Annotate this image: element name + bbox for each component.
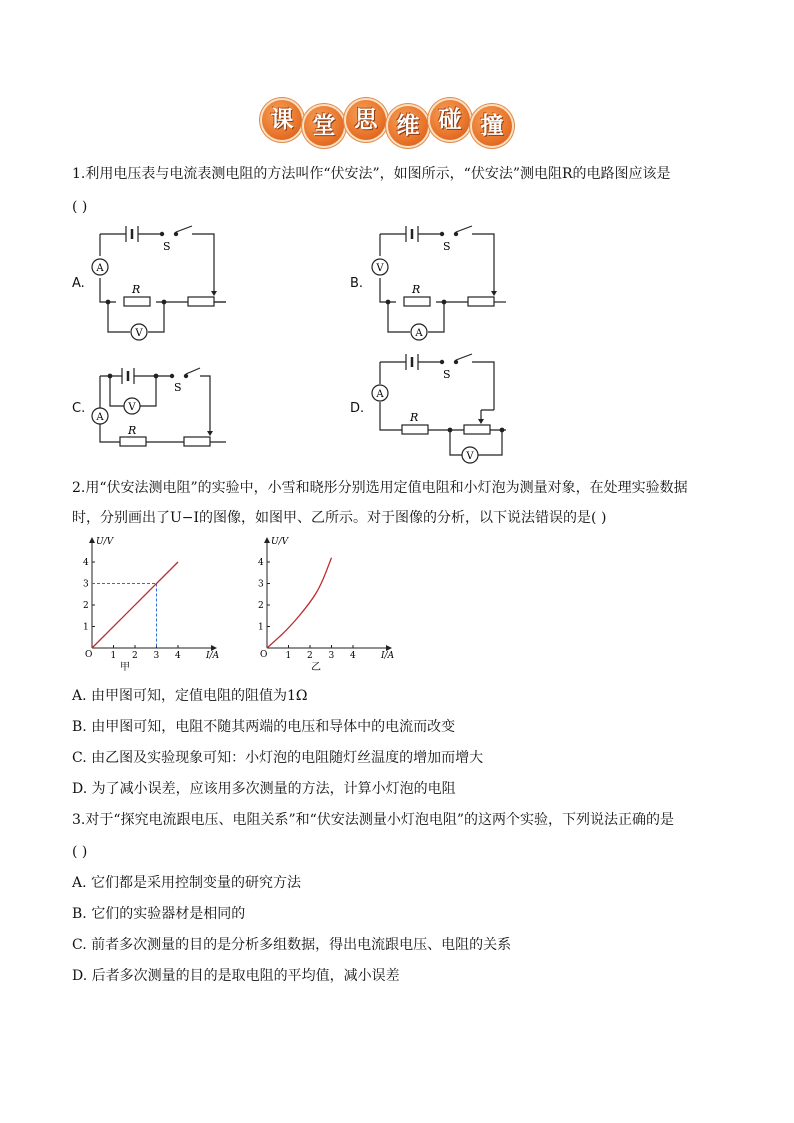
q3-stem: 3.对于“探究电流跟电压、电阻关系”和“伏安法测量小灯泡电阻”的这两个实验，下列说法正确的是 — [72, 812, 674, 828]
voltmeter-label: V — [135, 328, 143, 339]
circuit-diagram-c — [86, 362, 226, 452]
x-tick-label: 2 — [307, 651, 313, 661]
y-tick-label: 1 — [258, 622, 264, 633]
x-tick-label: 1 — [285, 651, 292, 661]
x-tick-label: 1 — [110, 651, 117, 661]
voltmeter-label: V — [466, 451, 474, 462]
q2-option-c[interactable]: C. 由乙图及实验现象可知：小灯泡的电阻随灯丝温度的增加而增大 — [72, 750, 484, 766]
q3-option-c[interactable]: C. 前者多次测量的目的是分析多组数据，得出电流跟电压、电阻的关系 — [72, 937, 512, 953]
voltmeter-label: V — [128, 402, 136, 413]
q2-option-b[interactable]: B. 由甲图可知，电阻不随其两端的电压和导体中的电流而改变 — [72, 719, 456, 735]
banner-char: 思 — [346, 100, 386, 140]
q3-option-a[interactable]: A. 它们都是采用控制变量的研究方法 — [72, 875, 302, 891]
x-tick-label: 2 — [132, 651, 138, 661]
y-tick-label: 2 — [258, 601, 264, 611]
ammeter-label: A — [415, 328, 423, 339]
section-banner — [262, 103, 512, 146]
x-tick-label: 3 — [328, 651, 335, 661]
ammeter-label: A — [376, 389, 384, 400]
y-tick-label: 2 — [83, 601, 89, 611]
y-tick-label: 1 — [83, 622, 89, 633]
banner-char: 课 — [262, 100, 302, 140]
resistor-label: R — [132, 283, 141, 296]
banner-char: 撞 — [472, 106, 512, 146]
q2-stem-line2: 时，分别画出了U−I的图像，如图甲、乙所示。对于图像的分析，以下说法错误的是( ) — [72, 510, 607, 526]
y-axis-label: U/V — [96, 537, 114, 547]
ammeter-label: A — [96, 412, 104, 423]
resistor-label: R — [128, 424, 137, 437]
q1-stem: 1.利用电压表与电流表测电阻的方法叫作“伏安法”，如图所示，“伏安法”测电阻R的电路图应该是 — [72, 166, 671, 182]
series-line-resistor — [92, 562, 178, 648]
q1-option-d-label[interactable]: D. — [350, 401, 365, 416]
series-line-bulb — [267, 558, 332, 648]
q1-option-c-label[interactable]: C. — [72, 401, 86, 416]
y-axis-label: U/V — [271, 537, 289, 547]
switch-label: S — [163, 240, 171, 253]
y-tick-label: 3 — [258, 579, 264, 590]
q2-option-a[interactable]: A. 由甲图可知，定值电阻的阻值为1Ω — [72, 688, 308, 704]
voltmeter-label: V — [376, 263, 384, 274]
origin-label: O — [85, 650, 93, 660]
switch-label: S — [443, 240, 451, 253]
graph-jia — [70, 532, 230, 674]
x-axis-label: I/A — [206, 651, 220, 661]
y-tick-label: 3 — [83, 579, 89, 590]
x-axis-label: I/A — [381, 651, 395, 661]
resistor-label: R — [412, 283, 421, 296]
circuit-diagram-a — [86, 222, 226, 347]
q3-option-d[interactable]: D. 后者多次测量的目的是取电阻的平均值，减小误差 — [72, 968, 400, 984]
graph-yi — [245, 532, 405, 674]
banner-char: 碰 — [430, 100, 470, 140]
banner-char: 维 — [388, 106, 428, 146]
y-tick-label: 4 — [258, 558, 264, 568]
graph-title: 乙 — [311, 662, 321, 673]
q1-option-b-label[interactable]: B. — [350, 276, 364, 291]
q1-answer-blank: ( ) — [72, 199, 88, 215]
resistor-label: R — [410, 411, 419, 424]
switch-label: S — [443, 368, 451, 381]
q2-option-d[interactable]: D. 为了减小误差，应该用多次测量的方法，计算小灯泡的电阻 — [72, 781, 456, 797]
q2-stem-line1: 2.用“伏安法测电阻”的实验中，小雪和晓彤分别选用定值电阻和小灯泡为测量对象，在处理实验数据 — [72, 480, 688, 496]
banner-char: 堂 — [304, 106, 344, 146]
graph-title: 甲 — [120, 662, 130, 673]
circuit-diagram-b — [366, 222, 506, 347]
circuit-diagram-d — [366, 350, 516, 465]
q3-option-b[interactable]: B. 它们的实验器材是相同的 — [72, 906, 246, 922]
x-tick-label: 4 — [175, 651, 181, 661]
x-tick-label: 4 — [350, 651, 356, 661]
x-tick-label: 3 — [153, 651, 160, 661]
y-tick-label: 4 — [83, 558, 89, 568]
q1-option-a-label[interactable]: A. — [72, 276, 85, 291]
switch-label: S — [174, 381, 182, 394]
ammeter-label: A — [96, 263, 104, 274]
origin-label: O — [260, 650, 268, 660]
q3-answer-blank: ( ) — [72, 844, 88, 860]
